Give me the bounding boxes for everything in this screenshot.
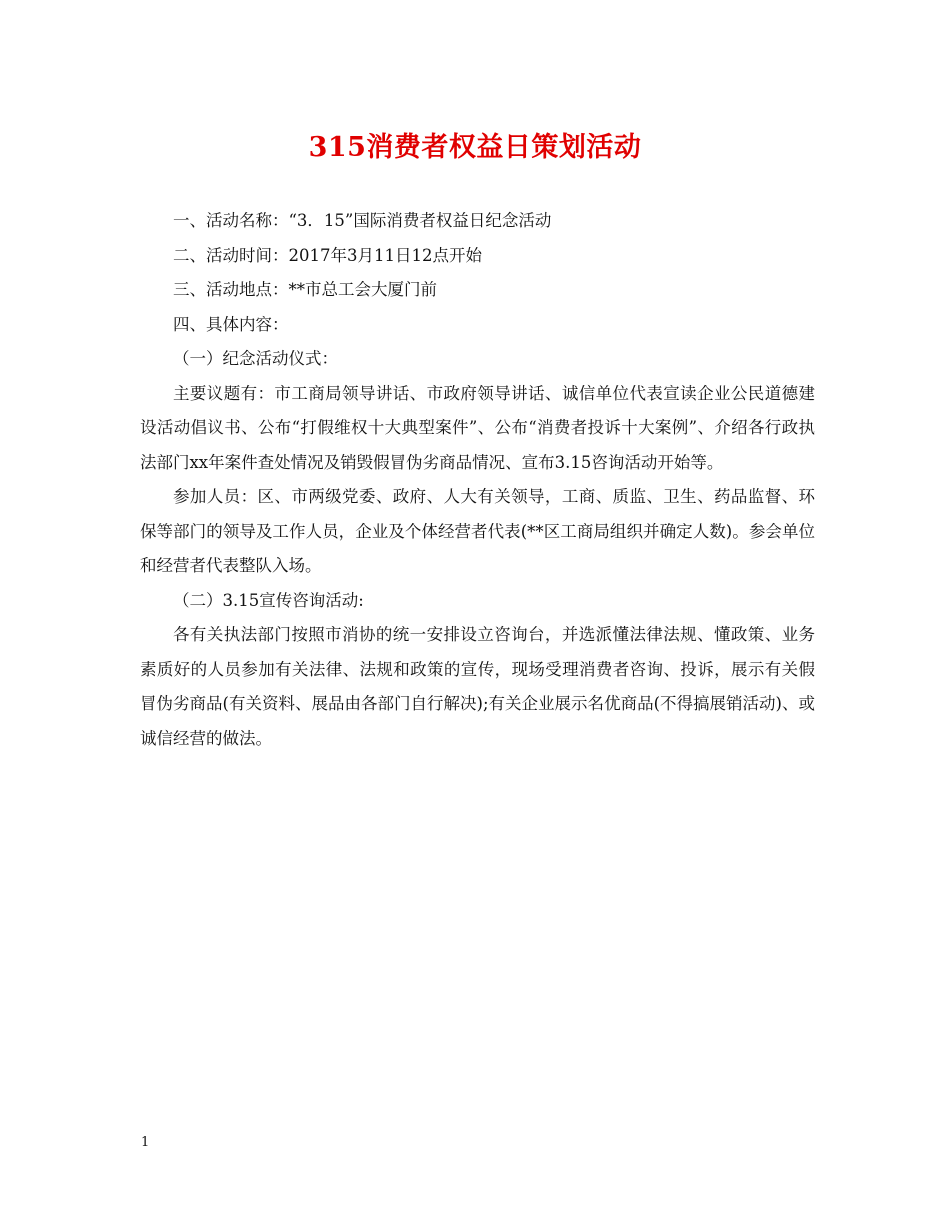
section-activity-location: 三、活动地点：**市总工会大厦门前 bbox=[173, 280, 437, 299]
document-title: 315消费者权益日策划活动 bbox=[308, 132, 642, 163]
subsection-consulting-heading: （二）3.15宣传咨询活动: bbox=[173, 590, 364, 610]
section-activity-name: 一、活动名称：“3．15”国际消费者权益日纪念活动 bbox=[173, 211, 552, 230]
document-body bbox=[140, 204, 815, 756]
page-number: 1 bbox=[141, 1135, 150, 1150]
ceremony-agenda-paragraph: 主要议题有：市工商局领导讲话、市政府领导讲话、诚信单位代表宣读企业公民道德建设活动倡议书、公布“打假维权十大典型案件”、公布“消费者投诉十大案例”、介绍各行政执法部门xx年案件查处情况及销毁假冒伪劣商品情况、宣布3.15咨询活动开始等。 bbox=[140, 383, 815, 472]
subsection-ceremony-heading: （一）纪念活动仪式： bbox=[173, 349, 338, 368]
section-content-heading: 四、具体内容： bbox=[173, 314, 289, 334]
consulting-paragraph: 各有关执法部门按照市消协的统一安排设立咨询台，并选派懂法律法规、懂政策、业务素质好的人员参加有关法律、法规和政策的宣传，现场受理消费者咨询、投诉，展示有关假冒伪劣商品(有关资料、展品由各部门自行解决);有关企业展示名优商品(不得搞展销活动)、或诚信经营的做法。 bbox=[140, 625, 815, 748]
participants-paragraph: 参加人员：区、市两级党委、政府、人大有关领导，工商、质监、卫生、药品监督、环保等部门的领导及工作人员，企业及个体经营者代表(**区工商局组织并确定人数)。参会单位和经营者代表整队入场。 bbox=[140, 487, 815, 575]
section-activity-time: 二、活动时间：2017年3月11日12点开始 bbox=[173, 245, 482, 265]
